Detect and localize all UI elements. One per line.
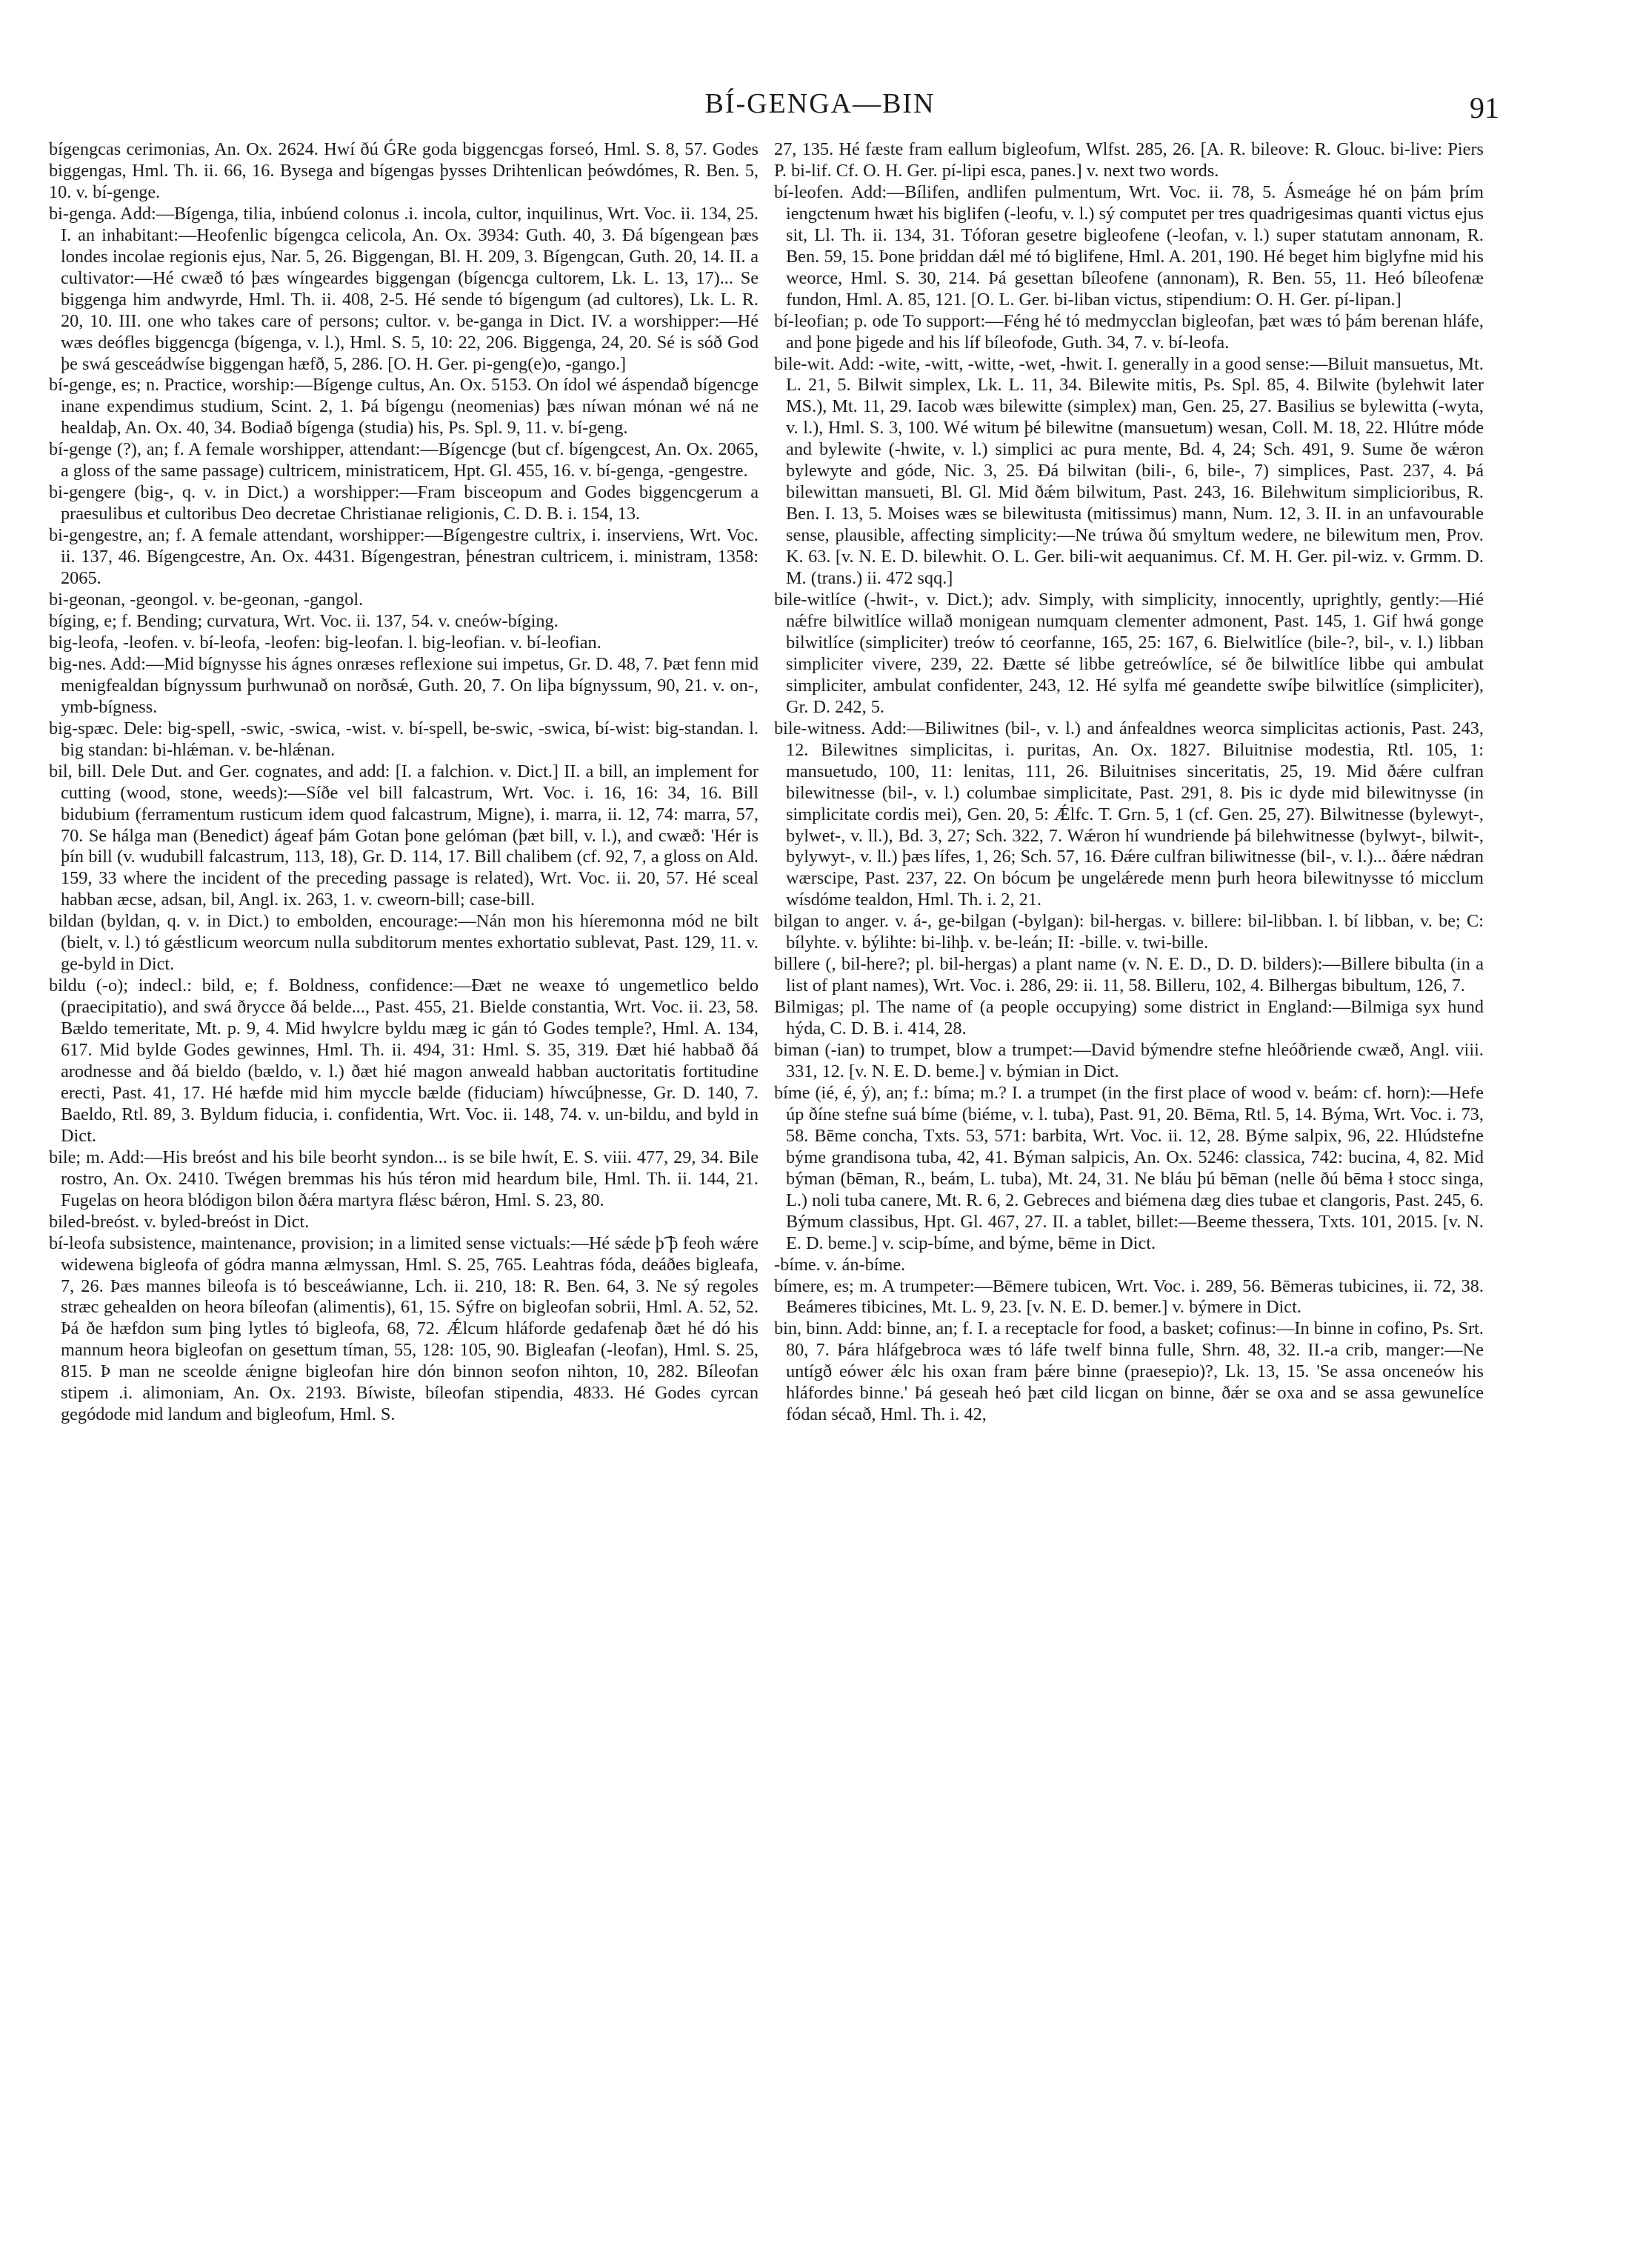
dictionary-entry: bile-witness. Add:—Biliwitnes (bil-, v. l.) and ánfealdnes weorca simplicitas actionis, Past. 243, 12. Bilewitnes simplicitas, i. puritas, An. Ox. 1827. Biluitnise modestia, Rtl. 105, 1: mansuetudo, 100, 11: lenitas, 111, 26. Biluitnises sinceritatis, 25, 19. Mid ðǽre culfran bilewitnesse (bil-, v. l.) columbae simplicitate, Past. 291, 8. Þis ic dyde mid bilewitnysse (in simplicitate cordis mei), Gen. 20, 5: Ǽlfc. T. Grn. 5, 1 (cf. Gen. 25, 27). Bilwitnesse (bylewyt-, bylwet-, v. ll.), Bd. 3, 27; Sch. 322, 7. Wǽron hí wundriende þá bilehwitnesse (bylwyt-, bilwit-, bylywyt-, v. ll.) þæs lífes, 1, 26; Sch. 57, 16. Ðǽre culfran biliwitnesse (bil-, v. l.)... ðǽre nǽdran wærscipe, Past. 237, 22. On bócum þe ungelǽrede menn þurh heora bilewitnysse tó micclum wísdóme tealdon, Hml. Th. i. 2, 21. — [774, 718, 1484, 910]
dictionary-entry: big-spæc. Dele: big-spell, -swic, -swica, -wist. v. bí-spell, be-swic, -swica, bí-wist: big-standan. l. big standan: bi-hlǽman. v. be-hlǽnan. — [49, 718, 759, 760]
dictionary-entry: bí-leofa subsistence, maintenance, provision; in a limited sense victuals:—Hé sǽde þ͡ þ feoh wǽre widewena bigleofa of gódra manna ælmyssan, Hml. S. 25, 765. Leahtras fóda, deáðes bigleafa, 7, 26. Þæs mannes bileofa is tó besceáwianne, Lch. ii. 210, 18: R. Ben. 64, 3. Ne sý regoles stræc gehealden on heora bíleofan (alimentis), 61, 15. Sýfre on bigleofan sobrii, Hml. A. 52, 52. Þá ðe hæfdon sum þing lytles tó bigleofa, 68, 72. Ǽlcum hláforde gedafenaþ ðæt hé dó his mannum heora bigleofan on gesettum tíman, 55, 128: 105, 90. Bigleafan (-leofan), Hml. S. 25, 815. Þ man ne sceolde ǽnigne bigleofan hire dón binnon seofon nihton, 10, 282. Bíleofan stipem .i. alimoniam, An. Ox. 2193. Bíwiste, bíleofan stipendia, 4833. Hé Godes cyrcan gegódode mid landum and bigleofum, Hml. S. — [49, 1233, 759, 1425]
dictionary-entry: bilgan to anger. v. á-, ge-bilgan (-bylgan): bil-hergas. v. billere: bil-libban. l. bí libban, v. be; C: bílyhte. v. býlihte: bi-lihþ. v. be-leán; II: -bille. v. twi-bille. — [774, 911, 1484, 953]
dictionary-entry: bil, bill. Dele Dut. and Ger. cognates, and add: [I. a falchion. v. Dict.] II. a bill, an implement for cutting (wood, stone, weeds):—Síðe vel bill falcastrum, Wrt. Voc. i. 16, 16: 34, 16. Bill bidubium (ferramentum rusticum idem quod falcastrum, Migne), i. marra, ii. 12, 74: marra, 57, 70. Se hálga man (Benedict) ágeaf þám Gotan þone gelóman (þæt bill, v. l.), and cwæð: 'Hér is þín bill (v. wudubill falcastrum, 113, 18), Gr. D. 114, 17. Bill chalibem (cf. 92, 7, a gloss on Ald. 159, 33 where the incident of the preceding passage is related), Wrt. Voc. ii. 20, 57. Hé sceal habban æcse, adsan, bil, Angl. ix. 263, 1. v. cweorn-bill; case-bill. — [49, 761, 759, 910]
left-column — [49, 139, 759, 1426]
dictionary-entry: big-nes. Add:—Mid bígnysse his ágnes onræses reflexione sui impetus, Gr. D. 48, 7. Þæt fenn mid menigfealdan bígnyssum þurhwunað on norðsǽ, Guth. 20, 7. On liþa bígnyssum, 90, 21. v. on-, ymb-bígness. — [49, 653, 759, 717]
dictionary-entry: bi-gengestre, an; f. A female attendant, worshipper:—Bígengestre cultrix, i. inserviens, Wrt. Voc. ii. 137, 46. Bígengcestre, An. Ox. 4431. Bígengestran, þénestran cultricem, i. ministram, 1358: 2065. — [49, 525, 759, 589]
dictionary-entry: 27, 135. Hé fæste fram eallum bigleofum, Wlfst. 285, 26. [A. R. bileove: R. Glouc. bi-live: Piers P. bi-lif. Cf. O. H. Ger. pí-lipi esca, panes.] v. next two words. — [774, 139, 1484, 181]
dictionary-entry: bí-genge (?), an; f. A female worshipper, attendant:—Bígencge (but cf. bígengcest, An. Ox. 2065, a gloss of the same passage) cultricem, ministraticem, Hpt. Gl. 455, 16. v. bí-genga, -gengestre. — [49, 439, 759, 481]
dictionary-entry: bildan (byldan, q. v. in Dict.) to embolden, encourage:—Nán mon his híeremonna mód ne bilt (bielt, v. l.) tó gǽstlicum weorcum nulla subditorum mentes exhortatio sublevat, Past. 129, 11. v. ge-byld in Dict. — [49, 911, 759, 975]
dictionary-entry: bígengcas cerimonias, An. Ox. 2624. Hwí ðú ǴRe goda biggencgas forseó, Hml. S. 8, 57. Godes biggengas, Hml. Th. ii. 66, 16. Bysega and bígengas þysses Drihtenlican þeówdómes, R. Ben. 5, 10. v. bí-genge. — [49, 139, 759, 202]
dictionary-entry: bíging, e; f. Bending; curvatura, Wrt. Voc. ii. 137, 54. v. cneów-bíging. — [49, 610, 559, 631]
dictionary-entry: bí-leofian; p. ode To support:—Féng hé tó medmycclan bigleofan, þæt wæs tó þám berenan hláfe, and þone þigede and his líf bíleofode, Guth. 34, 7. v. bí-leofa. — [774, 310, 1484, 353]
right-column — [774, 139, 1484, 1426]
dictionary-entry: bi-gengere (big-, q. v. in Dict.) a worshipper:—Fram bisceopum and Godes biggencgerum a praesulibus et cultoribus Deo decretae Christianae religionis, C. D. B. i. 154, 13. — [49, 482, 759, 524]
dictionary-entry: bíme (ié, é, ý), an; f.: bíma; m.? I. a trumpet (in the first place of wood v. beám: cf. horn):—Hefe úp ðíne stefne suá bíme (biéme, v. l. tuba), Past. 91, 20. Bēma, Rtl. 5, 14. Býma, Wrt. Voc. i. 73, 58. Bēme concha, Txts. 53, 571: barbita, Wrt. Voc. ii. 12, 28. Býme salpix, 96, 22. Hlúdstefne býme grandisona tuba, 42, 41. Býman salpicis, An. Ox. 5246: classica, 742: bucina, 4, 82. Mid býman (bēman, R., beám, L. tuba), Mt. 24, 31. Ne bláu þú bēman (nelle ðú bēma ł stocc singa, L.) noli tuba canere, Mt. R. 6, 2. Gebreces and biémena dæg dies tubae et clangoris, Past. 245, 6. Býmum classibus, Hpt. Gl. 467, 27. II. a tablet, billet:—Beeme thessera, Txts. 101, 2015. [v. N. E. D. beme.] v. scip-bíme, and býme, bēme in Dict. — [774, 1082, 1484, 1253]
dictionary-entry: bile-witlíce (-hwit-, v. Dict.); adv. Simply, with simplicity, innocently, uprightly, gently:—Hié nǽfre bilwitlíce willað monigean numquam clementer admonent, Past. 145, 1. Gif hwá gonge bilwitlíce (simpliciter) treów tó ceorfanne, 165, 25: 167, 6. Bielwitlíce (bile-?, bil-, v. l.) libban simpliciter vivere, 239, 22. Ðætte sé libbe getreówlíce, sé ðe bilwitlíce libbe qui ambulat simpliciter, ambulat confidenter, 243, 12. Hé sylfa mé geandette swíþe bilwitlíce (simpliciter), Gr. D. 242, 5. — [774, 590, 1484, 717]
page-header — [0, 87, 1640, 135]
dictionary-entry: biman (-ian) to trumpet, blow a trumpet:—David býmendre stefne hleóðriende cwæð, Angl. viii. 331, 12. [v. N. E. D. beme.] v. býmian in Dict. — [774, 1040, 1484, 1081]
dictionary-entry: bile-wit. Add: -wite, -witt, -witte, -wet, -hwit. I. generally in a good sense:—Biluit mansuetus, Mt. L. 21, 5. Bilwit simplex, Lk. L. 11, 34. Bilewite mitis, Ps. Spl. 85, 4. Bilwite (bylehwit later MS.), Mt. 11, 29. Iacob wæs bilewitte (simplex) man, Gen. 25, 27. Basilius se bylewitta (-wyta, v. l.), Hml. S. 3, 100. Wé witum þé bilewitne (mansuetum) wesan, Coll. M. 18, 22. Hlútre móde and bylewite (-hwite, v. l.) simplici ac pura mente, Bd. 4, 24; Sch. 491, 9. Sume ðe wǽron bylewyte and góde, Nic. 3, 25. Ðá bilwitan (bili-, 6, bile-, 7) simplices, Past. 237, 4. Þá bilewittan mansueti, Bl. Gl. Mid ðǽm bilwitum, Past. 243, 16. Bilehwitum simplicioribus, R. Ben. I. 13, 5. Moises wæs se bilewitusta (mitissimus) mann, Num. 12, 3. II. in an unfavourable sense, plausible, affecting simplicity:—Ne trúwa ðú smyltum wedere, ne bilewitum men, Prov. K. 63. [v. N. E. D. bilewhit. O. L. Ger. bili-wit aequanimus. Cf. M. H. Ger. pil-wiz. v. Grmm. D. M. (trans.) ii. 472 sqq.] — [774, 353, 1484, 589]
dictionary-entry: bildu (-o); indecl.: bild, e; f. Boldness, confidence:—Ðæt ne weaxe tó ungemetlico beldo (praecipitatio), and swá ðrycce ðá belde..., Past. 455, 21. Bielde constantia, Wrt. Voc. ii. 23, 58. Bældo temeritate, Mt. p. 9, 4. Mid hwylcre byldu mæg ic gán tó Godes temple?, Hml. A. 134, 617. Mid bylde Godes gewinnes, Hml. Th. ii. 494, 31: Hml. S. 35, 319. Ðæt hié habbað ðá arodnesse and ðá bieldo (bældo, v. l.) ðæt hié magon anweald habban auctoritatis fortitudine erecti, Past. 41, 17. Hé hæfde mid him myccle bælde (fiduciam) híwcúþnesse, Gr. D. 140, 7. Baeldo, Rtl. 89, 3. Byldum fiducia, i. confidentia, Wrt. Voc. ii. 148, 74. v. un-bildu, and byld in Dict. — [49, 975, 759, 1146]
dictionary-entry: Bilmigas; pl. The name of (a people occupying) some district in England:—Bilmiga syx hund hýda, C. D. B. i. 414, 28. — [774, 997, 1484, 1039]
dictionary-entry: big-leofa, -leofen. v. bí-leofa, -leofen: big-leofan. l. big-leofian. v. bí-leofian. — [49, 632, 601, 653]
dictionary-entry: bile; m. Add:—His breóst and his bile beorht syndon... is se bile hwít, E. S. viii. 477, 29, 34. Bile rostro, An. Ox. 2410. Twégen bremmas his hús téron mid heardum bile, Hml. Th. ii. 144, 21. Fugelas on heora blódigon bilon ðǽra martyra flǽsc bǽron, Hml. S. 23, 80. — [49, 1147, 759, 1210]
dictionary-entry: bí-genge, es; n. Practice, worship:—Bígenge cultus, An. Ox. 5153. On ídol wé áspendað bígencge inane expendimus studium, Scint. 2, 1. Þá bígengu (neomenias) þæs níwan mónan wé ná ne healdaþ, An. Ox. 40, 34. Bodiað bígenga (studia) his, Ps. Spl. 9, 11. v. bí-geng. — [49, 375, 759, 438]
dictionary-entry: biled-breóst. v. byled-breóst in Dict. — [49, 1211, 310, 1232]
dictionary-entry: -bíme. v. án-bíme. — [774, 1254, 906, 1275]
running-head: BÍ-GENGA—BIN — [704, 88, 936, 119]
dictionary-entry: bi-geonan, -geongol. v. be-geonan, -gangol. — [49, 590, 364, 610]
page-number: 91 — [1470, 91, 1499, 124]
dictionary-entry: bi-genga. Add:—Bígenga, tilia, inbúend colonus .i. incola, cultor, inquilinus, Wrt. Voc. ii. 134, 25. I. an inhabitant:—Heofenlic bígengca celicola, An. Ox. 3934: Guth. 40, 3. Ðá bígengean þæs londes incolae regionis ejus, Nar. 5, 26. Biggengan, Bl. H. 209, 3. Bígengcan, Guth. 20, 14. II. a cultivator:—Hé cwæð tó þæs wíngeardes biggengan (bígencga cultorem, Lk. L. 13, 17)... Se biggenga him andwyrde, Hml. Th. ii. 408, 2-5. Hé sende tó bígengum (ad cultores), Lk. L. R. 20, 10. III. one who takes care of persons; cultor. v. be-ganga in Dict. IV. a worshipper:—Hé wæs deófles biggencga (bígenga, v. l.), Hml. S. 5, 10: 22, 206. Biggenga, 24, 20. Sé is sóð God þe swá gesceádwíse biggengan hæfð, 5, 286. [O. H. Ger. pi-geng(e)o, -gango.] — [49, 203, 759, 374]
dictionary-entry: billere (, bil-here?; pl. bil-hergas) a plant name (v. N. E. D., D. D. bilders):—Billere bibulta (in a list of plant names), Wrt. Voc. i. 286, 29: ii. 11, 58. Billeru, 102, 4. Bilhergas bibultum, 126, 7. — [774, 954, 1484, 996]
dictionary-entry: bí-leofen. Add:—Bílifen, andlifen pulmentum, Wrt. Voc. ii. 78, 5. Ásmeáge hé on þám þrím iengctenum hwæt his biglifen (-leofu, v. l.) sý computet per tres quadrigesimas quanti victus ejus sit, Ll. Th. ii. 134, 31. Tóforan gesetre bigleofene (-leofan, v. l.) super statutam annonam, R. Ben. 59, 15. Þone þriddan dǽl mé tó biglifene, Hml. A. 201, 190. Hé beget him biglyfne mid his weorce, Hml. S. 30, 214. Þá gesettan bíleofene (annonam), R. Ben. 55, 11. Heó bíleofenæ fundon, Hml. A. 85, 121. [O. L. Ger. bi-liban victus, stipendium: O. H. Ger. pí-lipan.] — [774, 181, 1484, 310]
dictionary-entry: bin, binn. Add: binne, an; f. I. a receptacle for food, a basket; cofinus:—In binne in cofino, Ps. Srt. 80, 7. Þára hláfgebroca wæs tó láfe twelf binna fulle, Shrn. 48, 32. II.-a crib, manger:—Ne untígð eówer ǽlc his oxan fram þǽre binne (praesepio)?, Lk. 13, 15. 'Se assa onceneów his hláfordes binne.' Þá geseah heó þæt cild licgan on binne, ðǽr se oxa and se assa gewunelíce fódan sécað, Hml. Th. i. 42, — [774, 1318, 1484, 1425]
dictionary-entry: bímere, es; m. A trumpeter:—Bēmere tubicen, Wrt. Voc. i. 289, 56. Bēmeras tubicines, ii. 72, 38. Beámeres tibicines, Mt. L. 9, 23. [v. N. E. D. bemer.] v. býmere in Dict. — [774, 1275, 1484, 1318]
